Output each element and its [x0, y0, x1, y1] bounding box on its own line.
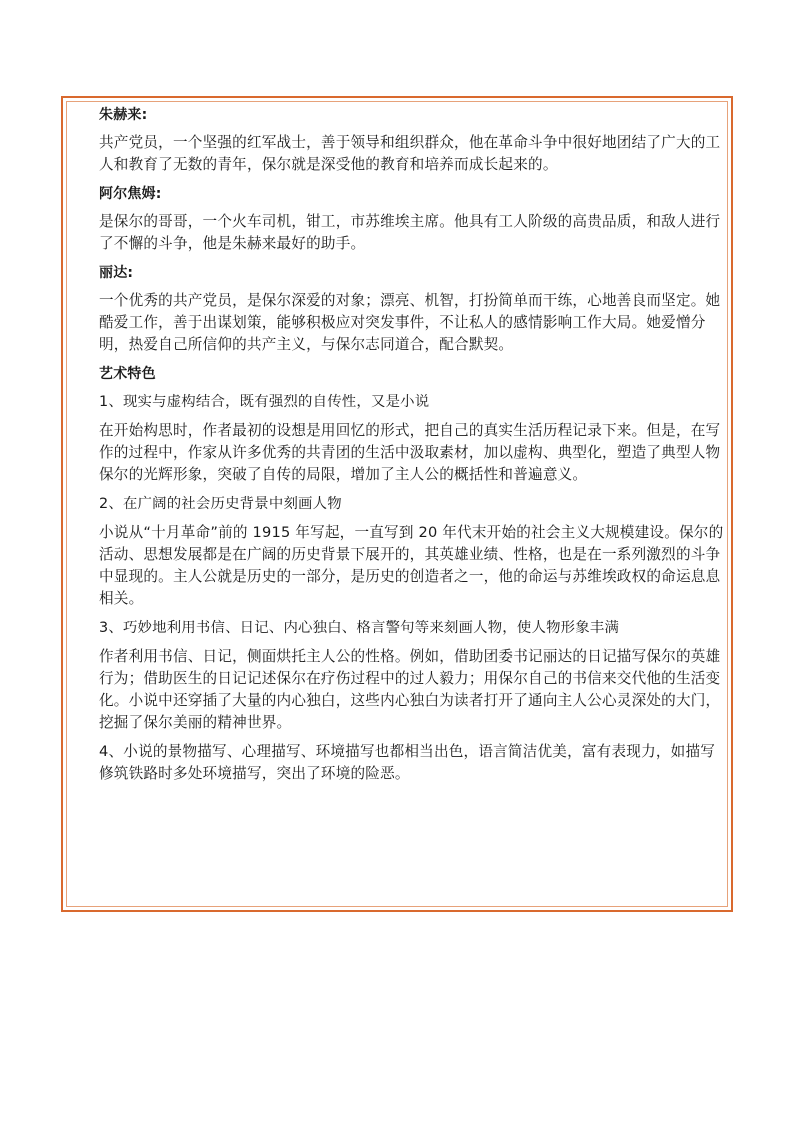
heading-zhu: 朱赫来: [99, 107, 148, 123]
document-body [99, 104, 729, 792]
heading-aer: 阿尔焦姆: [99, 186, 162, 202]
paragraph-lida: 一个优秀的共产党员，是保尔深爱的对象；漂亮、机智，打扮简单而干练，心地善良而坚定。她酷爱工作，善于出谋划策，能够积极应对突发事件，不让私人的感情影响工作大局。她爱憎分明，热爱自己所信仰的共产主义，与保尔志同道合，配合默契。 [99, 292, 721, 353]
paragraph-art3: 作者利用书信、日记，侧面烘托主人公的性格。例如，借助团委书记丽达的日记描写保尔的英雄行为；借助医生的日记记述保尔在疗伤过程中的过人毅力；用保尔自己的书信来交代他的生活变化。小说中还穿插了大量的内心独白，这些内心独白为读者打开了通向主人公心灵深处的大门，挖掘了保尔美丽的精神世界。 [99, 648, 721, 731]
paragraph-zhu: 共产党员，一个坚强的红军战士，善于领导和组织群众，他在革命斗争中很好地团结了广大的工人和教育了无数的青年，保尔就是深受他的教育和培养而成长起来的。 [99, 134, 721, 173]
paragraph-art1: 在开始构思时，作者最初的设想是用回忆的形式，把自己的真实生活历程记录下来。但是，在写作的过程中，作家从许多优秀的共青团的生活中汲取素材，加以虚构、典型化，塑造了典型人物保尔的光辉形象，突破了自传的局限，增加了主人公的概括性和普遍意义。 [99, 422, 721, 483]
subheading-art3: 3、巧妙地利用书信、日记、内心独白、格言警句等来刻画人物，使人物形象丰满 [99, 620, 620, 636]
heading-lida: 丽达: [99, 265, 134, 281]
paragraph-aer: 是保尔的哥哥，一个火车司机，钳工，市苏维埃主席。他具有工人阶级的高贵品质，和敌人进行了不懈的斗争，他是朱赫来最好的助手。 [99, 213, 721, 252]
paragraph-art2: 小说从“十月革命”前的 1915 年写起，一直写到 20 年代末开始的社会主义大规模建设。保尔的活动、思想发展都是在广阔的历史背景下展开的，其英雄业绩、性格，也是在一系列激烈的斗争中显现的。主人公就是历史的一部分，是历史的创造者之一，他的命运与苏维埃政权的命运息息相关。 [99, 524, 724, 607]
paragraph-art4: 4、小说的景物描写、心理描写、环境描写也都相当出色，语言简洁优美，富有表现力，如描写修筑铁路时多处环境描写，突出了环境的险恶。 [99, 743, 716, 782]
subheading-art1: 1、现实与虚构结合，既有强烈的自传性，又是小说 [99, 394, 430, 410]
heading-art: 艺术特色 [99, 366, 156, 382]
subheading-art2: 2、在广阔的社会历史背景中刻画人物 [99, 496, 342, 512]
